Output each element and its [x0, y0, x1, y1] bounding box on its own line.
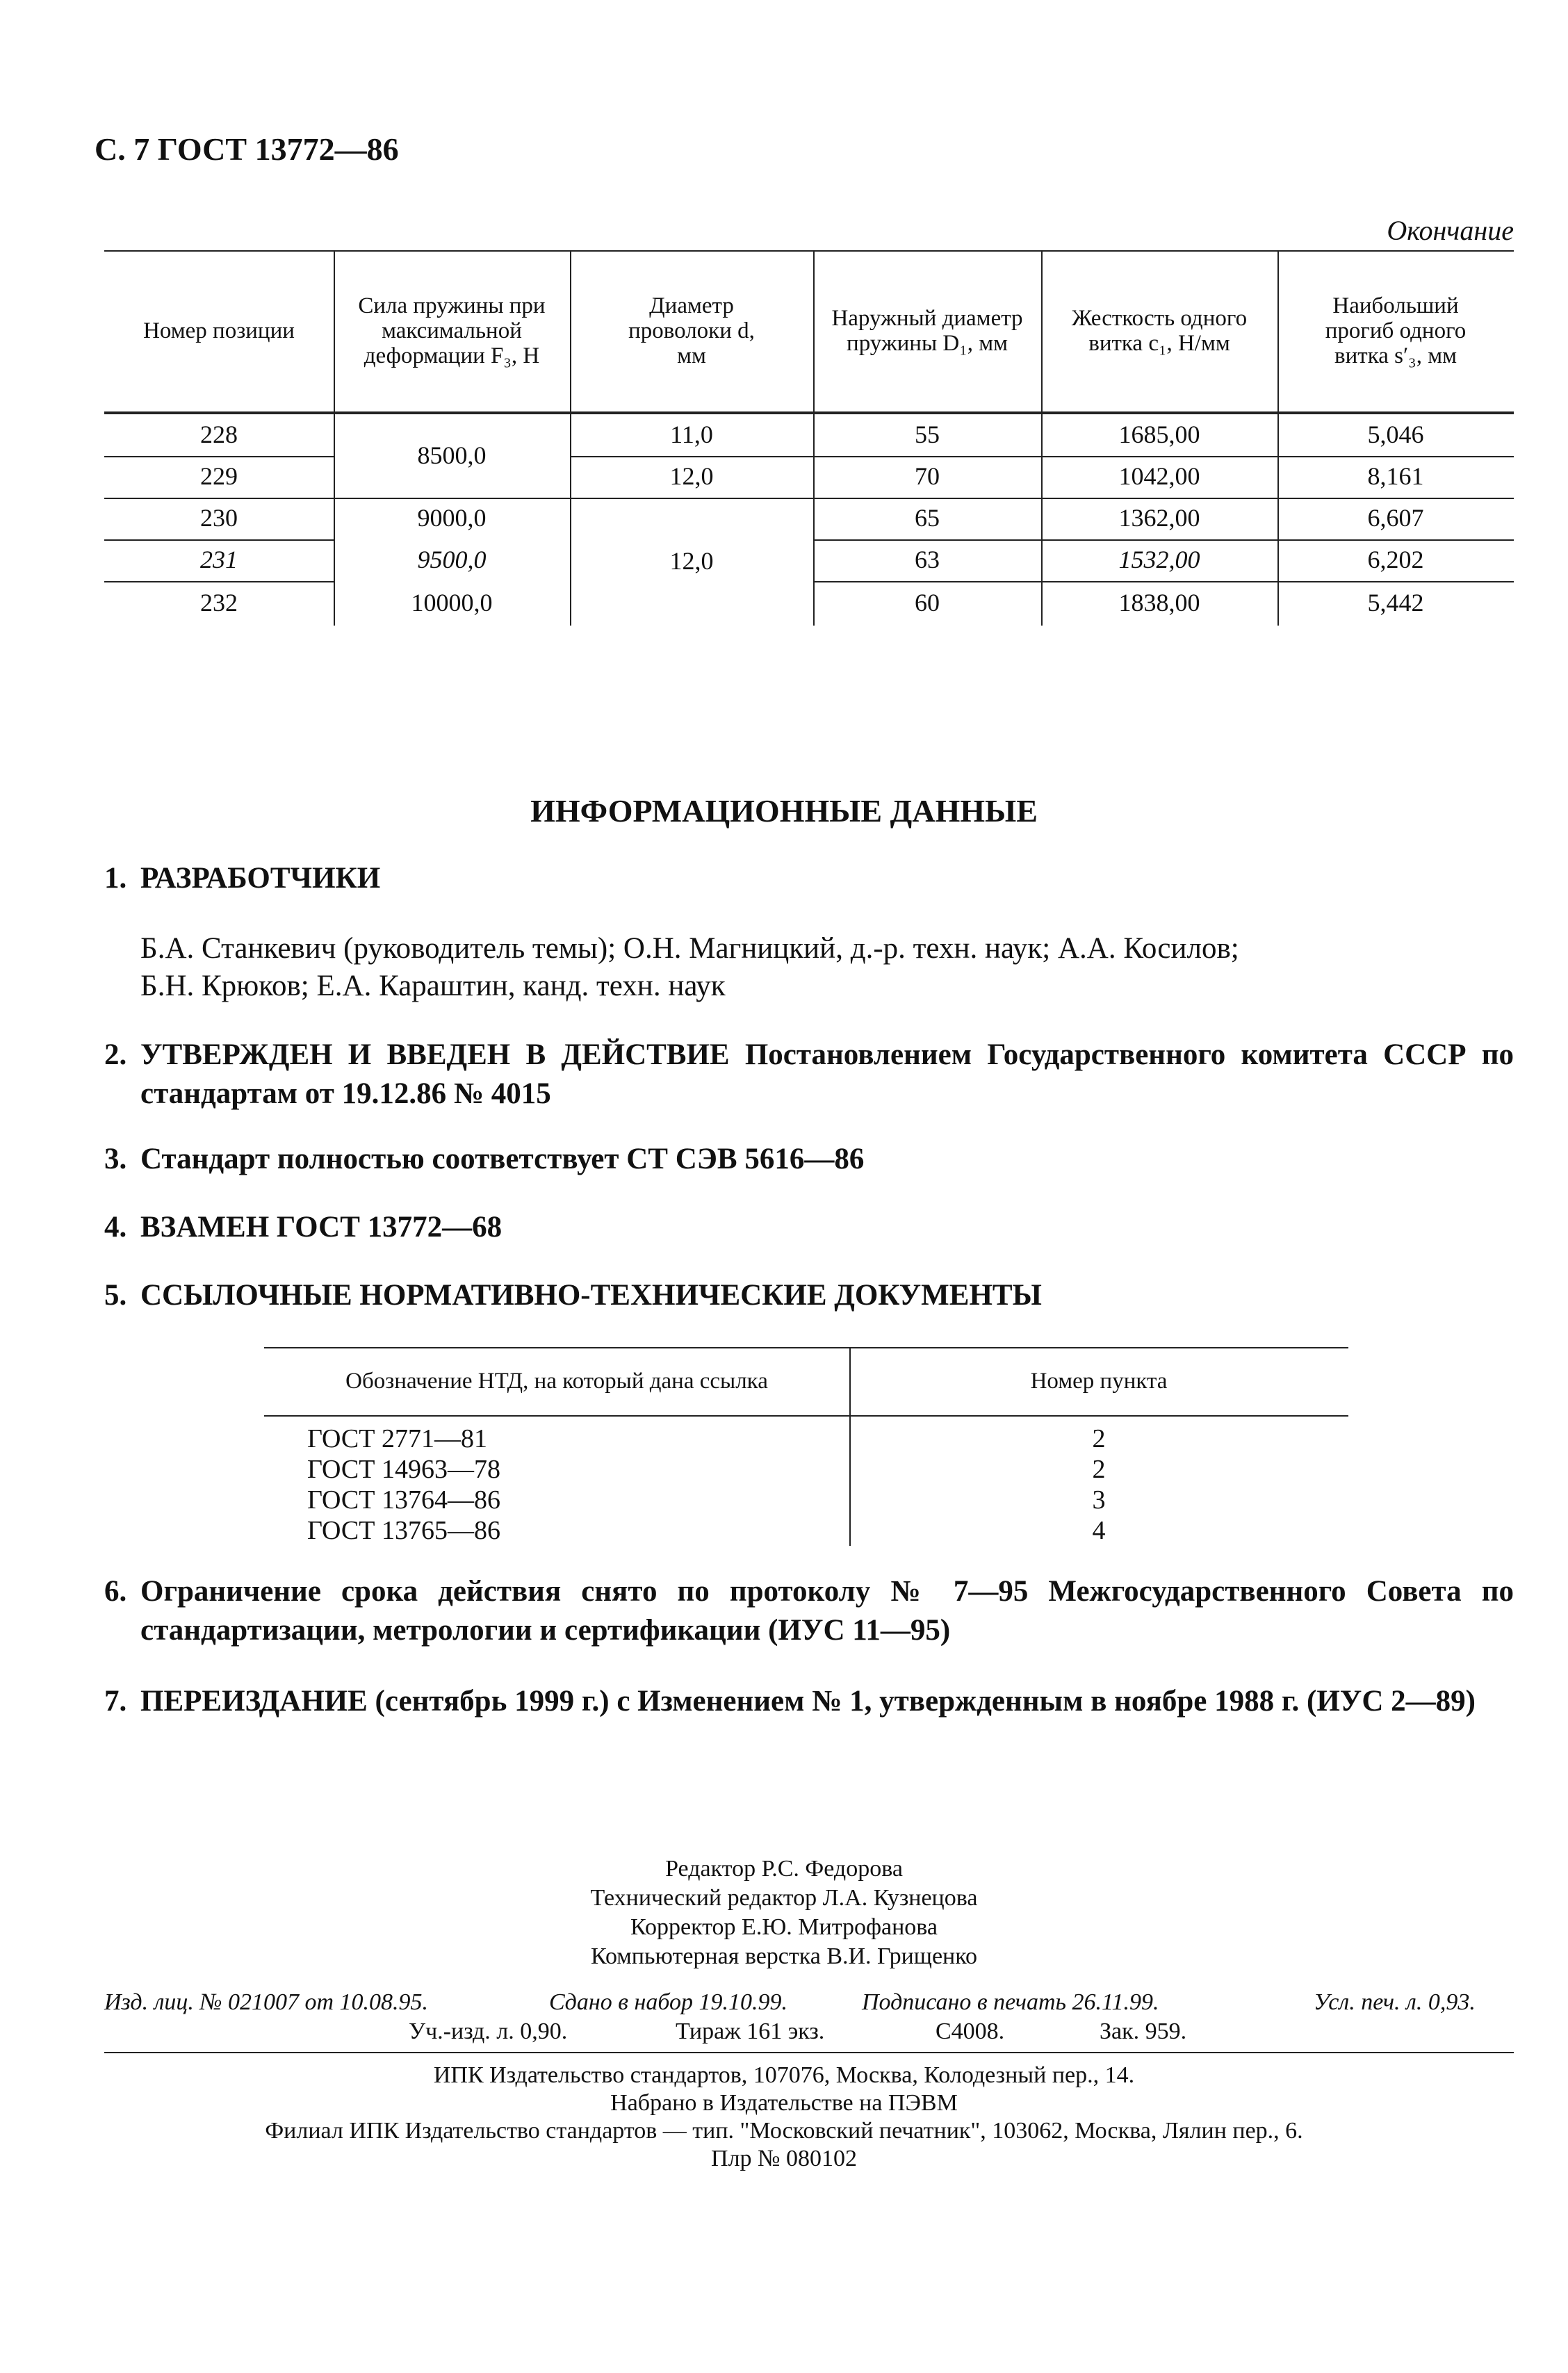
item-1-number: 1. [104, 862, 127, 895]
cell-s3-228: 5,046 [1367, 421, 1424, 449]
imprint-pub-sheets: Уч.-изд. л. 0,90. [409, 2019, 568, 2044]
ref-doc: ГОСТ 14963—78 [307, 1455, 500, 1484]
header-position-label: Номер позиции [143, 318, 295, 343]
info-item-4 [104, 1208, 1514, 1247]
cell-d-229: 12,0 [669, 462, 714, 491]
header-outer-diameter-label: Наружный диаметр пружины D₁, мм [831, 305, 1023, 356]
header-force [334, 250, 570, 411]
header-deflection-label: Наибольший прогиб одного витка s′₃, мм [1325, 293, 1467, 369]
cell-pos-231: 231 [200, 546, 238, 574]
imprint-print-sheets: Усл. печ. л. 0,93. [1314, 1989, 1476, 2015]
imprint-signed: Подписано в печать 26.11.99. [862, 1989, 1159, 2015]
cell-force-231: 9500,0 [417, 546, 487, 574]
item-2-text: УТВЕРЖДЕН И ВВЕДЕН В ДЕЙСТВИЕ Постановлением Государственного комитета СССР по стандартам от 19.12.86 № 4015 [140, 1038, 1514, 1110]
ref-clause: 2 [1092, 1424, 1106, 1453]
cell-d-230-232: 12,0 [669, 547, 714, 576]
item-4-text: ВЗАМЕН ГОСТ 13772—68 [140, 1211, 503, 1243]
publisher-block [0, 2062, 1568, 2173]
ref-doc: ГОСТ 13765—86 [307, 1516, 500, 1545]
ref-doc: ГОСТ 2771—81 [307, 1424, 487, 1453]
imprint-code: С4008. [936, 2019, 1005, 2044]
info-item-2 [104, 1036, 1514, 1114]
ref-clause: 4 [1092, 1516, 1106, 1545]
tech-editor-credit: Технический редактор Л.А. Кузнецова [590, 1885, 978, 1911]
cell-pos-229: 229 [200, 462, 238, 491]
item-3-text: Стандарт полностью соответствует СТ СЭВ 5616—86 [140, 1143, 865, 1175]
cell-c1-229: 1042,00 [1118, 462, 1200, 491]
ref-clause: 2 [1092, 1455, 1106, 1484]
item-5-text: ССЫЛОЧНЫЕ НОРМАТИВНО-ТЕХНИЧЕСКИЕ ДОКУМЕНТЫ [140, 1279, 1042, 1312]
header-stiffness [1041, 250, 1277, 411]
imprint-divider [104, 2052, 1514, 2053]
header-wire-diameter [570, 250, 813, 411]
cell-force-232: 10000,0 [411, 589, 493, 617]
cell-D1-230: 65 [915, 504, 940, 532]
header-deflection [1277, 250, 1514, 411]
item-3-number: 3. [104, 1143, 127, 1175]
header-force-label: Сила пружины при максимальной деформации F₃, Н [358, 293, 546, 369]
publisher-line-2: Набрано в Издательстве на ПЭВМ [610, 2090, 958, 2116]
item-7-text: ПЕРЕИЗДАНИЕ (сентябрь 1999 г.) с Изменением № 1, утвержденным в ноябре 1988 г. (ИУС 2—89) [140, 1685, 1476, 1718]
item-6-text: Ограничение срока действия снято по протоколу № 7—95 Межгосударственного Совета по стандартизации, метрологии и сертификации (ИУС 11—95) [140, 1575, 1514, 1647]
cell-c1-232: 1838,00 [1118, 589, 1200, 617]
ref-clause-list [849, 1424, 1348, 1546]
cell-s3-229: 8,161 [1367, 462, 1424, 491]
info-item-3 [104, 1140, 1514, 1179]
cell-s3-230: 6,607 [1367, 504, 1424, 532]
table-caption: Окончание [1387, 215, 1514, 246]
header-position [104, 250, 334, 411]
cell-s3-231: 6,202 [1367, 546, 1424, 574]
header-outer-diameter [813, 250, 1041, 411]
imprint-license: Изд. лиц. № 021007 от 10.08.95. [104, 1989, 429, 2015]
ref-header-doc: Обозначение НТД, на который дана ссылка [345, 1368, 768, 1394]
ref-header-clause: Номер пункта [1030, 1368, 1168, 1394]
imprint-order: Зак. 959. [1100, 2019, 1187, 2044]
cell-D1-229: 70 [915, 462, 940, 491]
publisher-line-1: ИПК Издательство стандартов, 107076, Москва, Колодезный пер., 14. [433, 2062, 1135, 2088]
header-stiffness-label: Жесткость одного витка c₁, Н/мм [1071, 305, 1248, 356]
cell-s3-232: 5,442 [1367, 589, 1424, 617]
publisher-line-4: Плр № 080102 [711, 2146, 857, 2171]
ref-doc: ГОСТ 13764—86 [307, 1485, 500, 1515]
ref-doc-list [307, 1424, 500, 1546]
ref-clause: 3 [1092, 1485, 1106, 1515]
page-header: С. 7 ГОСТ 13772—86 [95, 131, 399, 167]
cell-pos-230: 230 [200, 504, 238, 532]
item-5-number: 5. [104, 1279, 127, 1312]
cell-c1-228: 1685,00 [1118, 421, 1200, 449]
cell-D1-228: 55 [915, 421, 940, 449]
header-wire-diameter-label: Диаметр проволоки d, мм [628, 293, 755, 369]
cell-D1-231: 63 [915, 546, 940, 574]
corrector-credit: Корректор Е.Ю. Митрофанова [630, 1914, 938, 1940]
item-2-number: 2. [104, 1038, 127, 1071]
layout-credit: Компьютерная верстка В.И. Грищенко [590, 1943, 978, 1969]
info-item-6 [104, 1572, 1514, 1650]
publisher-line-3: Филиал ИПК Издательство стандартов — тип. "Московский печатник", 103062, Москва, Лялин пер., 6. [265, 2118, 1303, 2144]
editor-credit: Редактор Р.С. Федорова [665, 1856, 903, 1882]
spring-table [104, 250, 1514, 626]
info-item-5 [104, 1276, 1514, 1315]
cell-pos-228: 228 [200, 421, 238, 449]
item-1-title: РАЗРАБОТЧИКИ [140, 862, 381, 895]
cell-D1-232: 60 [915, 589, 940, 617]
info-title: ИНФОРМАЦИОННЫЕ ДАННЫЕ [530, 793, 1038, 829]
info-item-7 [104, 1682, 1514, 1721]
cell-d-228: 11,0 [670, 421, 713, 449]
cell-c1-231: 1532,00 [1118, 546, 1200, 574]
cell-c1-230: 1362,00 [1118, 504, 1200, 532]
cell-force-228-229: 8500,0 [417, 441, 487, 470]
reference-table [264, 1347, 1348, 1547]
cell-force-230: 9000,0 [417, 504, 487, 532]
credits-block [0, 1854, 1568, 1971]
developers-line-1: Б.А. Станкевич (руководитель темы); О.Н. Магницкий, д.-р. техн. наук; А.А. Косилов; [140, 932, 1239, 965]
info-item-1 [104, 859, 1514, 898]
item-4-number: 4. [104, 1211, 127, 1243]
cell-pos-232: 232 [200, 589, 238, 617]
imprint-submitted: Сдано в набор 19.10.99. [549, 1989, 788, 2015]
imprint-run: Тираж 161 экз. [676, 2019, 825, 2044]
developers-line-2: Б.Н. Крюков; Е.А. Караштин, канд. техн. наук [140, 970, 726, 1002]
item-6-number: 6. [104, 1575, 127, 1608]
item-7-number: 7. [104, 1685, 127, 1718]
